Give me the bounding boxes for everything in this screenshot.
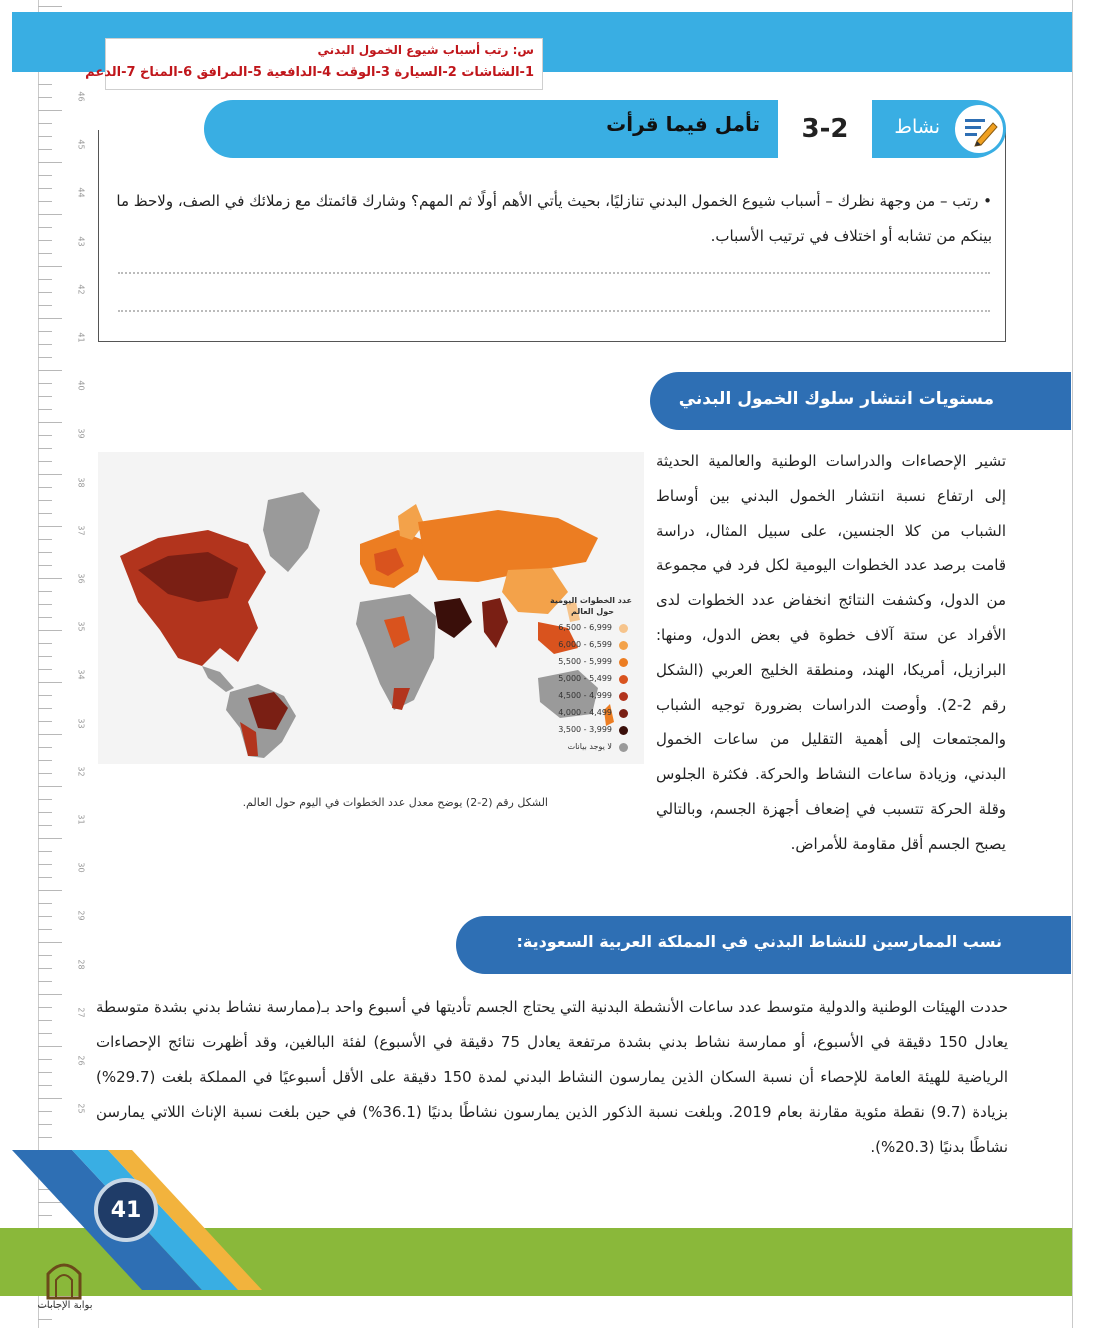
page-number: 41 (94, 1178, 158, 1242)
ruler-tick (38, 669, 52, 670)
site-logo-icon (44, 1256, 84, 1300)
ruler-tick (38, 448, 52, 449)
section-paragraph: حددت الهيئات الوطنية والدولية متوسط عدد ساعات الأنشطة البدنية التي يحتاج الجسم تأديتها في أسبوع واحد بـ(ممارسة نشاط بدني بشدة متوسطة يعادل 150 دقيقة في الأسبوع، أو ممارسة نشاط بدني بشدة مرتفعة يعادل 75 دقيقة في الأسبوع) لفئة البالغين، وقد أظهرت نتائج الإحصاءات الرياضية للهيئة العامة للإحصاء أن نسبة السكان الذين يمارسون النشاط البدني لمدة 150 دقيقة على الأقل أسبوعيًا في المملكة بلغت (29.7%) بزيادة (9.7) نقطة مئوية مقارنة بعام 2019. وبلغت نسبة الذكور الذين يمارسون نشاطًا بدنيًا (36.1%) في حين بلغت نسبة الإناث اللاتي يمارسن نشاطًا بدنيًا (20.3%). (96, 998, 1009, 1156)
ruler-number: 35 (76, 621, 86, 632)
ruler-tick (38, 773, 52, 774)
pencil-note-icon (952, 102, 1006, 156)
legend-swatch (619, 726, 628, 735)
ruler-tick (38, 1124, 52, 1125)
ruler-tick (38, 422, 62, 423)
legend-swatch (619, 743, 628, 752)
ruler-tick (38, 357, 52, 358)
ruler-tick (38, 1046, 62, 1047)
ruler-tick (38, 968, 52, 969)
ruler-tick (38, 851, 52, 852)
world-steps-map (98, 452, 644, 764)
ruler-number: 43 (76, 236, 86, 247)
ruler-tick (38, 578, 62, 579)
legend-label: لا يوجد بيانات (567, 742, 612, 751)
ruler-tick (38, 786, 62, 787)
map-graphic (98, 452, 644, 764)
ruler-tick (38, 292, 52, 293)
ruler-tick (38, 201, 52, 202)
figure-caption: الشكل رقم (2-2) يوضح معدل عدد الخطوات في اليوم حول العالم. (242, 796, 548, 809)
ruler-tick (38, 565, 52, 566)
ruler-tick (38, 916, 52, 917)
legend-swatch (619, 658, 628, 667)
ruler-number: 42 (76, 284, 86, 295)
answer-box (85, 38, 543, 90)
ruler-number: 26 (76, 1055, 86, 1066)
ruler-number: 25 (76, 1103, 86, 1114)
ruler-tick (38, 1033, 52, 1034)
ruler-number: 30 (76, 862, 86, 873)
ruler-tick (38, 656, 52, 657)
ruler-tick (38, 708, 52, 709)
ruler-tick (38, 1072, 52, 1073)
ruler-tick (38, 1007, 52, 1008)
ruler-tick (38, 266, 62, 267)
ruler-number: 46 (76, 91, 86, 102)
page-ruler (38, 0, 98, 1328)
section-paragraph: تشير الإحصاءات والدراسات الوطنية والعالمية الحديثة إلى ارتفاع نسبة انتشار الخمول البدني بين أوساط الشباب من كلا الجنسين، على سبيل المثال، دراسة قامت برصد عدد الخطوات اليومية لكل فرد في مجموعة من الدول، وكشفت النتائج انخفاض عدد الخطوات لدى الأفراد عن ستة آلاف خطوة في بعض الدول، ومنها: البرازيل، أمريكا، الهند، ومنطقة الخليج العربي (الشكل رقم 2-2). وأوصت الدراسات بضرورة توجيه الشباب والمجتمعات إلى أهمية التقليل من ساعات الخمول البدني، وزيادة ساعات النشاط والحركة. فكثرة الجلوس وقلة الحركة تتسبب في إضعاف أجهزة الجسم، وبالتالي يصبح الجسم أقل مقاومة للأمراض. (656, 452, 1006, 853)
legend-swatch (619, 692, 628, 701)
ruler-tick (38, 435, 52, 436)
ruler-number: 31 (76, 814, 86, 825)
ruler-tick (38, 1137, 52, 1138)
ruler-number: 28 (76, 959, 86, 970)
ruler-tick (38, 734, 62, 735)
ruler-tick (38, 279, 52, 280)
ruler-tick (38, 305, 52, 306)
legend-title: عدد الخطوات اليومية (550, 596, 632, 605)
ruler-tick (38, 981, 52, 982)
answer-question: س: رتب أسباب شيوع الخمول البدني (317, 43, 534, 57)
ruler-number: 39 (76, 428, 86, 439)
ruler-tick (38, 162, 62, 163)
ruler-tick (38, 864, 52, 865)
ruler-tick (38, 500, 52, 501)
ruler-tick (38, 539, 52, 540)
activity-number: 3-2 (778, 100, 872, 158)
ruler-tick (38, 591, 52, 592)
ruler-number: 40 (76, 380, 86, 391)
ruler-tick (38, 318, 62, 319)
ruler-number: 41 (76, 332, 86, 343)
ruler-tick (38, 344, 52, 345)
section-title: مستويات انتشار سلوك الخمول البدني (678, 389, 994, 409)
answer-line[interactable] (118, 272, 990, 274)
ruler-tick (38, 6, 62, 7)
ruler-tick (38, 84, 52, 85)
ruler-tick (38, 643, 52, 644)
answer-text: 1-الشاشات 2-السيارة 3-الوقت 4-الدافعية 5-المرافق 6-المناخ 7-الدعم (85, 65, 534, 80)
section-title: نسب الممارسين للنشاط البدني في المملكة العربية السعودية: (516, 932, 1002, 951)
ruler-tick (38, 890, 62, 891)
ruler-tick (38, 994, 62, 995)
ruler-tick (38, 175, 52, 176)
ruler-tick (38, 799, 52, 800)
ruler-tick (38, 188, 52, 189)
ruler-tick (38, 331, 52, 332)
ruler-tick (38, 370, 62, 371)
ruler-tick (38, 214, 62, 215)
activity-label: نشاط (894, 116, 940, 138)
ruler-tick (38, 682, 62, 683)
legend-swatch (619, 709, 628, 718)
answer-line[interactable] (118, 310, 990, 312)
ruler-tick (38, 1085, 52, 1086)
ruler-tick (38, 97, 52, 98)
ruler-tick (38, 903, 52, 904)
ruler-tick (38, 617, 52, 618)
legend-label: 4,000 - 4,499 (558, 708, 612, 717)
ruler-tick (38, 838, 62, 839)
legend-swatch (619, 624, 628, 633)
ruler-tick (38, 253, 52, 254)
ruler-tick (38, 227, 52, 228)
ruler-tick (38, 1111, 52, 1112)
ruler-number: 34 (76, 669, 86, 680)
ruler-tick (38, 721, 52, 722)
ruler-tick (38, 487, 52, 488)
ruler-tick (38, 955, 52, 956)
ruler-tick (38, 760, 52, 761)
legend-label: 4,500 - 4,999 (558, 691, 612, 700)
ruler-number: 38 (76, 477, 86, 488)
ruler-tick (38, 812, 52, 813)
ruler-tick (38, 383, 52, 384)
ruler-tick (38, 942, 62, 943)
ruler-number: 32 (76, 766, 86, 777)
legend-subtitle: حول العالم (570, 607, 614, 616)
ruler-tick (38, 1059, 52, 1060)
site-logo-text: بوابة الإجابات (37, 1300, 93, 1311)
activity-title: تأمل فيما قرأت (606, 112, 760, 136)
legend-swatch (619, 641, 628, 650)
ruler-tick (38, 630, 62, 631)
ruler-number: 45 (76, 139, 86, 150)
ruler-tick (38, 929, 52, 930)
ruler-tick (38, 513, 52, 514)
ruler-tick (38, 110, 62, 111)
ruler-tick (38, 123, 52, 124)
ruler-tick (38, 474, 62, 475)
legend-label: 3,500 - 3,999 (558, 725, 612, 734)
ruler-tick (38, 526, 62, 527)
ruler-tick (38, 825, 52, 826)
ruler-number: 36 (76, 573, 86, 584)
ruler-tick (38, 149, 52, 150)
legend-swatch (619, 675, 628, 684)
legend-label: 5,500 - 5,999 (558, 657, 612, 666)
ruler-tick (38, 747, 52, 748)
legend-label: 6,500 - 6,999 (558, 623, 612, 632)
ruler-tick (38, 1020, 52, 1021)
ruler-number: 44 (76, 187, 86, 198)
ruler-number: 27 (76, 1007, 86, 1018)
ruler-tick (38, 240, 52, 241)
ruler-tick (38, 695, 52, 696)
activity-prompt: • رتب – من وجهة نظرك – أسباب شيوع الخمول البدني تنازليًا، بحيث يأتي الأهم أولًا ثم المهم؟ وشارك قائمتك مع زملائك في الصف، ولاحظ ما بينكم من تشابه أو اختلاف في ترتيب الأسباب. (116, 192, 992, 245)
ruler-number: 33 (76, 718, 86, 729)
ruler-tick (38, 409, 52, 410)
legend-label: 5,000 - 5,499 (558, 674, 612, 683)
ruler-tick (38, 877, 52, 878)
ruler-tick (38, 396, 52, 397)
ruler-tick (38, 136, 52, 137)
legend-label: 6,000 - 6,599 (558, 640, 612, 649)
ruler-number: 29 (76, 910, 86, 921)
ruler-tick (38, 604, 52, 605)
ruler-tick (38, 552, 52, 553)
ruler-tick (38, 1098, 62, 1099)
ruler-number: 37 (76, 525, 86, 536)
ruler-tick (38, 1319, 52, 1320)
ruler-tick (38, 461, 52, 462)
